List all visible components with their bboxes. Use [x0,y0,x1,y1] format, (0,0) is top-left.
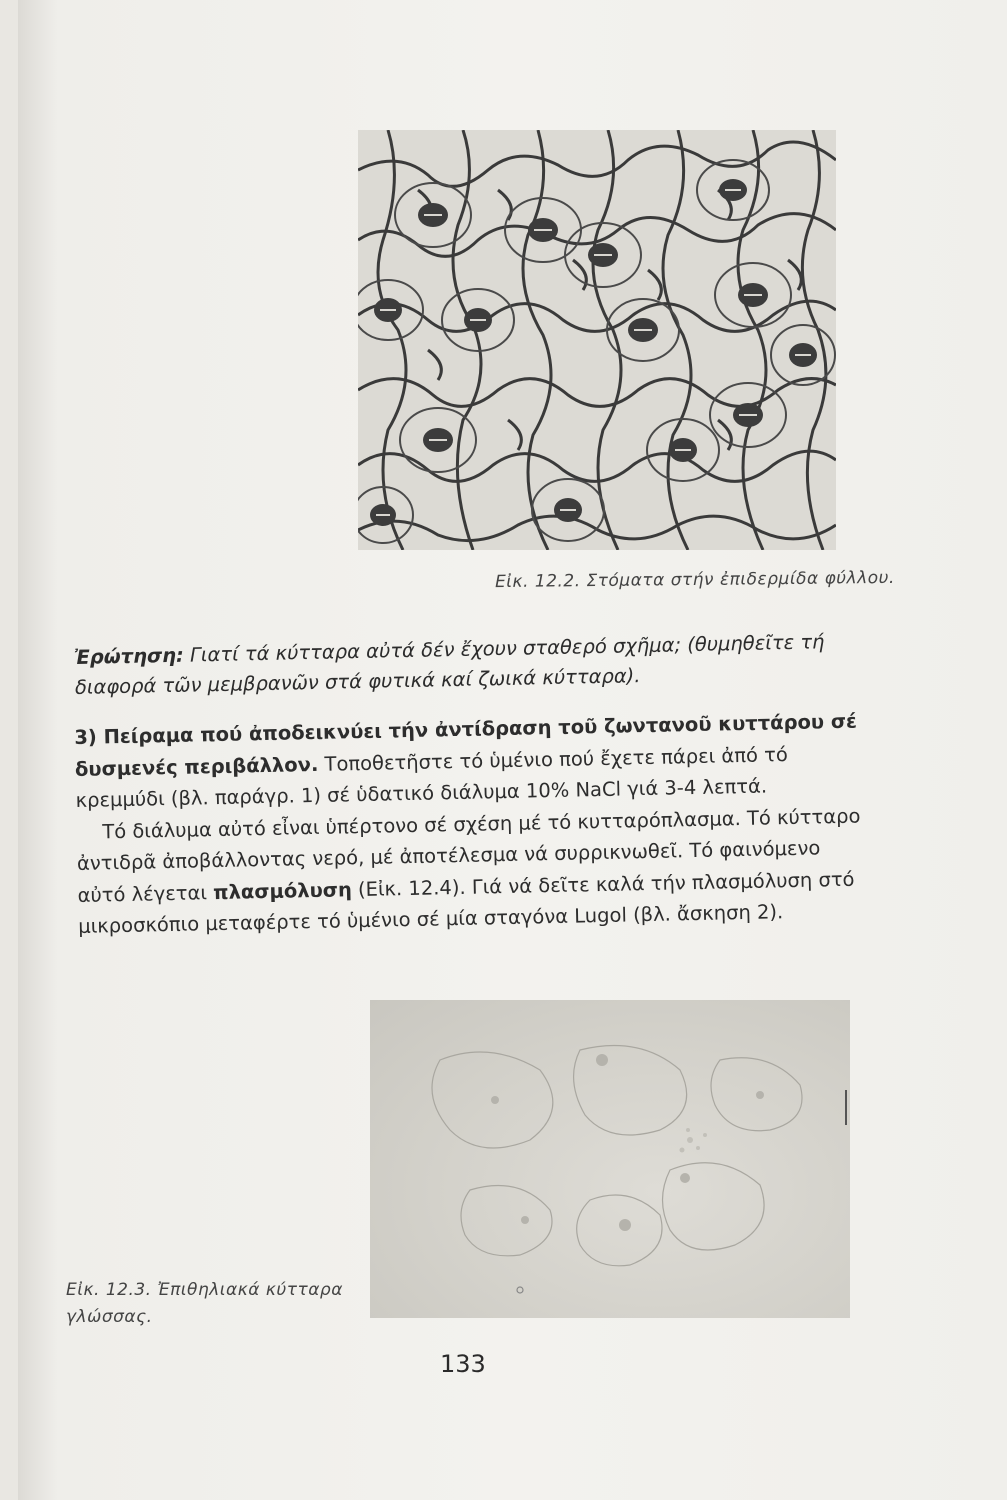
experiment-paragraph-2 [76,800,868,943]
stomata-drawing [358,130,836,550]
experiment-paragraph-1 [74,705,866,816]
epithelial-cells-drawing [370,1000,850,1318]
tongue-epithelial-micrograph [370,1000,850,1318]
experiment-section [74,705,868,943]
figure-12-3-caption: Εἰκ. 12.3. Ἐπιθηλιακά κύτταρα γλώσσας. [66,1280,343,1328]
question-label: Ἐρώτηση: [74,643,185,669]
leaf-epidermis-micrograph [358,130,836,550]
experiment-heading: 3) Πείραμα πού ἀποδεικνύει τήν ἀντίδραση τοῦ ζωντανοῦ κυττάρου σέ δυσμενές περιβάλλον. [74,709,858,781]
question-text: Γιατί τά κύτταρα αὐτά δέν ἔχουν σταθερό σχῆμα; (θυμηθεῖτε τή διαφορά τῶν μεμβρανῶν στά φυτικά καί ζωικά κύτταρα). [74,630,825,700]
experiment-text-2a: Τό διάλυμα αὐτό εἶναι ὑπέρτονο σέ σχέση μέ τό κυτταρόπλασμα. Τό κύτταρο ἀντιδρᾶ ἀποβάλλοντας νερό, μέ ἀποτέλεσμα νά συρρικνωθεῖ. Τό φαινόμενο αὐτό λέγεται [76,804,861,907]
experiment-text-2b: (Εἰκ. 12.4). Γιά νά δεῖτε καλά τήν πλασμόλυση στό μικροσκόπιο μεταφέρτε τό ὑμένιο σέ μία σταγόνα Lugol (βλ. ἄσκηση 2). [78,867,855,939]
experiment-text-1: Τοποθετῆστε τό ὑμένιο πού ἔχετε πάρει ἀπό τό κρεμμύδι (βλ. παράγρ. 1) σέ ὑδατικό διάλυμα 10% NaCl γιά 3-4 λεπτά. [75,742,789,813]
plasmolysis-term: πλασμόλυση [212,878,353,905]
figure-12-2-caption: Εἰκ. 12.2. Στόματα στήν ἐπιδερμίδα φύλλου. [494,567,895,593]
page-number: 133 [440,1350,486,1378]
